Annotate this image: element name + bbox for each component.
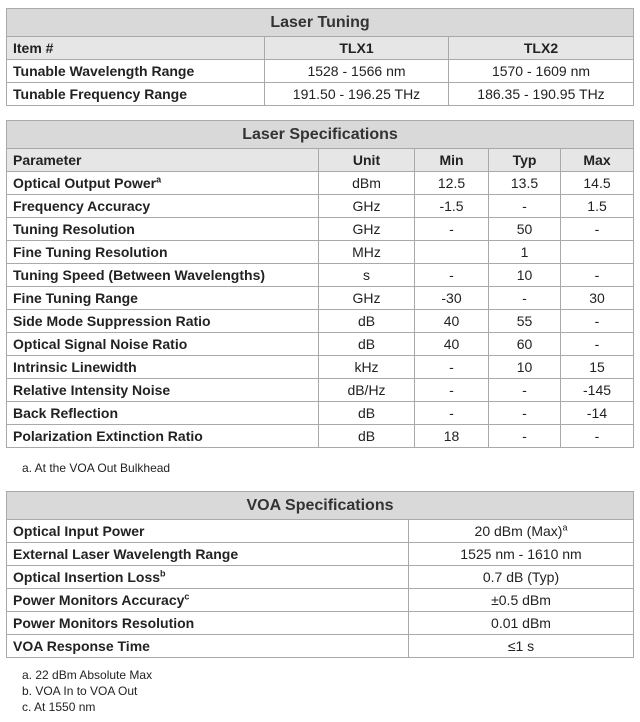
cell-value: - [561, 264, 634, 287]
cell-value: - [489, 379, 561, 402]
cell-value: 13.5 [489, 172, 561, 195]
footnote-marker: c [184, 591, 190, 602]
cell-value: 1.5 [561, 195, 634, 218]
table-row [7, 612, 634, 635]
row-label: Optical Signal Noise Ratio [7, 333, 319, 356]
cell-value: - [415, 379, 489, 402]
footnote-marker: a [156, 174, 162, 185]
table-row [7, 333, 634, 356]
header-min: Min [415, 149, 489, 172]
row-label: Fine Tuning Range [7, 287, 319, 310]
cell-value: 60 [489, 333, 561, 356]
cell-value: - [415, 402, 489, 425]
cell-value: 191.50 - 196.25 THz [265, 83, 449, 106]
row-label: Optical Insertion Loss$^b$ [7, 566, 409, 589]
row-label: Tuning Speed (Between Wavelengths) [7, 264, 319, 287]
row-label: VOA Response Time [7, 635, 409, 658]
cell-value: dB [319, 402, 415, 425]
row-label: Optical Input Power [7, 520, 409, 543]
laser-tuning-title: Laser Tuning [7, 9, 634, 37]
cell-value: - [415, 218, 489, 241]
table-row [7, 195, 634, 218]
cell-value: 14.5 [561, 172, 634, 195]
table-row [7, 83, 634, 106]
row-label: Tuning Resolution [7, 218, 319, 241]
cell-value: dB/Hz [319, 379, 415, 402]
cell-value: ≤1 s [409, 635, 634, 658]
cell-value: dB [319, 333, 415, 356]
table-row [7, 379, 634, 402]
cell-value: 40 [415, 310, 489, 333]
header-item: Item # [7, 37, 265, 60]
table-row [7, 589, 634, 612]
header-typ: Typ [489, 149, 561, 172]
laser-specs-title: Laser Specifications [7, 121, 634, 149]
cell-value: - [489, 402, 561, 425]
cell-value: GHz [319, 287, 415, 310]
cell-value: dB [319, 310, 415, 333]
cell-value [561, 241, 634, 264]
cell-value: ±0.5 dBm [409, 589, 634, 612]
table-row [7, 310, 634, 333]
cell-value: 0.01 dBm [409, 612, 634, 635]
row-label: Frequency Accuracy [7, 195, 319, 218]
cell-value: 20 dBm (Max)$^a$ [409, 520, 634, 543]
header-unit: Unit [319, 149, 415, 172]
cell-value: 1 [489, 241, 561, 264]
cell-value: -145 [561, 379, 634, 402]
row-label: Power Monitors Resolution [7, 612, 409, 635]
cell-value: dBm [319, 172, 415, 195]
header-parameter: Parameter [7, 149, 319, 172]
cell-value: - [415, 264, 489, 287]
cell-value: 1525 nm - 1610 nm [409, 543, 634, 566]
row-label: Optical Output Power$^a$ [7, 172, 319, 195]
cell-value: 18 [415, 425, 489, 448]
row-label: Power Monitors Accuracy$^c$ [7, 589, 409, 612]
table-row [7, 172, 634, 195]
row-label: Polarization Extinction Ratio [7, 425, 319, 448]
row-label: Tunable Frequency Range [7, 83, 265, 106]
cell-value: - [415, 356, 489, 379]
cell-value: 10 [489, 264, 561, 287]
table-row [7, 264, 634, 287]
footnote-marker: b [160, 568, 166, 579]
table-row [7, 402, 634, 425]
row-label: Relative Intensity Noise [7, 379, 319, 402]
cell-value: 1570 - 1609 nm [449, 60, 634, 83]
cell-value: - [561, 310, 634, 333]
table-row [7, 543, 634, 566]
cell-value: dB [319, 425, 415, 448]
row-label: Back Reflection [7, 402, 319, 425]
table-row [7, 566, 634, 589]
cell-value: 30 [561, 287, 634, 310]
cell-value: 186.35 - 190.95 THz [449, 83, 634, 106]
cell-value: 10 [489, 356, 561, 379]
footnote: a. 22 dBm Absolute Max [22, 668, 153, 682]
cell-value: 15 [561, 356, 634, 379]
row-label: Tunable Wavelength Range [7, 60, 265, 83]
header-tlx2: TLX2 [449, 37, 634, 60]
cell-value [415, 241, 489, 264]
footnote: c. At 1550 nm [22, 700, 96, 714]
laser-specs-table [6, 120, 634, 448]
table-row [7, 520, 634, 543]
laser-specs-footnote: a. At the VOA Out Bulkhead [22, 461, 171, 475]
table-row [7, 241, 634, 264]
cell-value: 1528 - 1566 nm [265, 60, 449, 83]
cell-value: 40 [415, 333, 489, 356]
cell-value: MHz [319, 241, 415, 264]
table-row [7, 218, 634, 241]
row-label: Fine Tuning Resolution [7, 241, 319, 264]
cell-value: kHz [319, 356, 415, 379]
cell-value: -1.5 [415, 195, 489, 218]
cell-value: 50 [489, 218, 561, 241]
table-row [7, 60, 634, 83]
cell-value: s [319, 264, 415, 287]
cell-value: 0.7 dB (Typ) [409, 566, 634, 589]
table-row [7, 635, 634, 658]
cell-value: -14 [561, 402, 634, 425]
cell-value: 55 [489, 310, 561, 333]
footnote-marker: a [562, 522, 568, 533]
cell-value: - [561, 425, 634, 448]
table-row [7, 425, 634, 448]
cell-value: - [489, 425, 561, 448]
voa-specs-title: VOA Specifications [7, 492, 634, 520]
cell-value: -30 [415, 287, 489, 310]
footnote: b. VOA In to VOA Out [22, 684, 138, 698]
laser-tuning-table [6, 8, 634, 106]
row-label: Side Mode Suppression Ratio [7, 310, 319, 333]
header-tlx1: TLX1 [265, 37, 449, 60]
voa-footnotes [22, 667, 152, 715]
cell-value: - [489, 287, 561, 310]
cell-value: - [561, 218, 634, 241]
table-row [7, 287, 634, 310]
voa-specs-table [6, 491, 634, 658]
row-label: External Laser Wavelength Range [7, 543, 409, 566]
cell-value: GHz [319, 195, 415, 218]
cell-value: 12.5 [415, 172, 489, 195]
cell-value: - [561, 333, 634, 356]
header-max: Max [561, 149, 634, 172]
row-label: Intrinsic Linewidth [7, 356, 319, 379]
cell-value: GHz [319, 218, 415, 241]
cell-value: - [489, 195, 561, 218]
table-row [7, 356, 634, 379]
